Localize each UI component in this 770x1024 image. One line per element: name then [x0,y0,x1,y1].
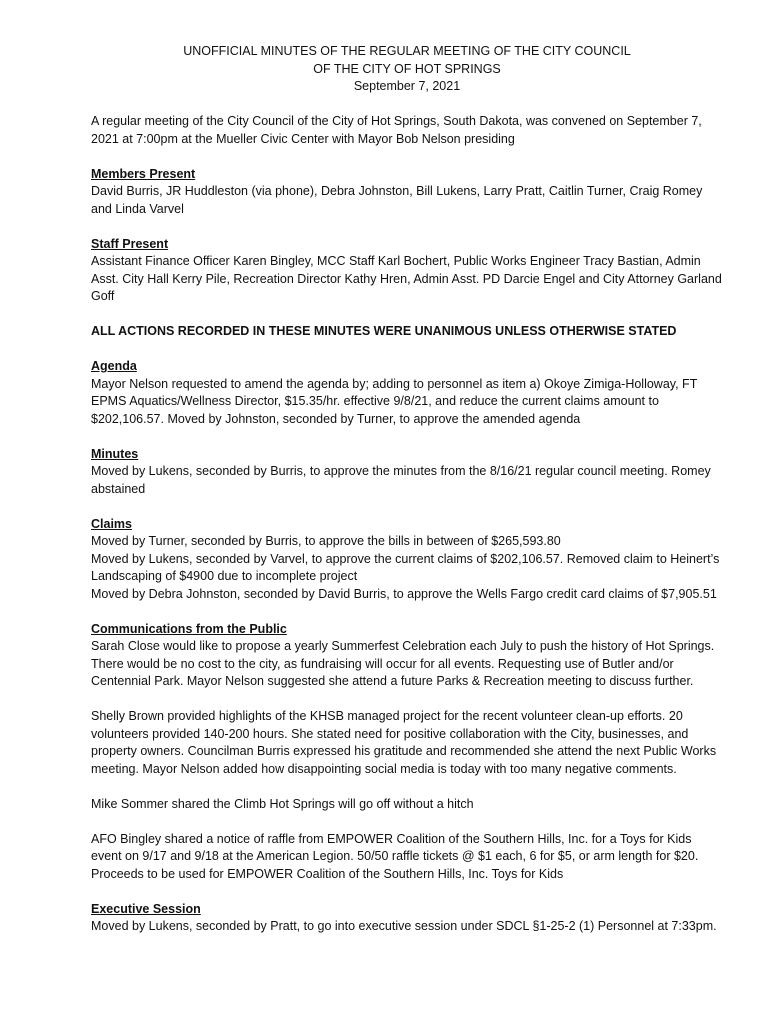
agenda-text: Mayor Nelson requested to amend the agenda by; adding to personnel as item a) Okoye Zimiga-Holloway, FT EPMS Aquatics/Wellness Director, $15.35/hr. effective 9/8/21, and reduce the current claims amount to $202,106.57. Moved by Johnston, seconded by Turner, to approve the amended agenda [91,376,698,426]
minutes-text: Moved by Lukens, seconded by Burris, to approve the minutes from the 8/16/21 regular council meeting. Romey abstained [91,464,711,496]
header-title-line-2: OF THE CITY OF HOT SPRINGS [313,61,501,76]
executive-heading: Executive Session [91,901,201,916]
header-title-line-1: UNOFFICIAL MINUTES OF THE REGULAR MEETING OF THE CITY COUNCIL [183,44,631,58]
staff-heading: Staff Present [91,236,169,251]
minutes-document [91,43,723,936]
claims-line-2: Moved by Lukens, seconded by Varvel, to approve the current claims of $202,106.57. Removed claim to Heinert’s Landscaping of $4900 due to incomplete project [91,551,720,583]
communications-heading: Communications from the Public [91,621,287,636]
staff-text: Assistant Finance Officer Karen Bingley, MCC Staff Karl Bochert, Public Works Engineer Tracy Bastian, Admin Asst. City Hall Kerry Pile, Recreation Director Kathy Hren, Admin Asst. PD Darcie Engel and City Attorney Garland Goff [91,254,722,303]
communications-paragraph-1: Sarah Close would like to propose a yearly Summerfest Celebration each July to push the history of Hot Springs. There would be no cost to the city, as fundraising will occur for all events. Requesting use of Butler and/or Centennial Park. Mayor Nelson suggested she attend a future Parks & Recreation meeting to discuss further. [91,639,715,688]
minutes-section [91,446,723,499]
members-section [91,166,723,219]
document-header [91,43,723,96]
members-heading: Members Present [91,166,196,181]
unanimous-notice: ALL ACTIONS RECORDED IN THESE MINUTES WERE UNANIMOUS UNLESS OTHERWISE STATED [91,324,677,338]
members-text: David Burris, JR Huddleston (via phone), Debra Johnston, Bill Lukens, Larry Pratt, Caitlin Turner, Craig Romey and Linda Varvel [91,184,703,216]
minutes-heading: Minutes [91,446,139,461]
communications-section [91,621,723,884]
claims-heading: Claims [91,516,132,531]
executive-text: Moved by Lukens, seconded by Pratt, to go into executive session under SDCL §1-25-2 (1) Personnel at 7:33pm. [91,919,717,933]
header-date: September 7, 2021 [353,79,461,93]
agenda-heading: Agenda [91,359,137,373]
communications-paragraph-2: Shelly Brown provided highlights of the KHSB managed project for the recent volunteer clean-up efforts. 20 volunteers provided 140-200 hours. She stated need for positive collaboration with the City, businesses, and property owners. Councilman Burris expressed his gratitude and recommended she attend the next Public Works meeting. Mayor Nelson added how disappointing social media is today with too many negative comments. [91,709,717,776]
communications-paragraph-3: Mike Sommer shared the Climb Hot Springs will go off without a hitch [91,796,474,811]
agenda-section [91,358,723,428]
claims-line-3: Moved by Debra Johnston, seconded by David Burris, to approve the Wells Fargo credit card claims of $7,905.51 [91,586,717,601]
claims-line-1: Moved by Turner, seconded by Burris, to approve the bills in between of $265,593.80 [91,534,561,548]
claims-section [91,516,723,604]
intro-paragraph: A regular meeting of the City Council of the City of Hot Springs, South Dakota, was convened on September 7, 2021 at 7:00pm at the Mueller Civic Center with Mayor Bob Nelson presiding [91,114,702,146]
staff-section [91,236,723,306]
communications-paragraph-4: AFO Bingley shared a notice of raffle from EMPOWER Coalition of the Southern Hills, Inc. for a Toys for Kids event on 9/17 and 9/18 at the American Legion. 50/50 raffle tickets @ $1 each, 6 for $5, or arm length for $20. Proceeds to be used for EMPOWER Coalition of the Southern Hills, Inc. Toys for Kids [91,831,699,881]
executive-section [91,901,723,936]
